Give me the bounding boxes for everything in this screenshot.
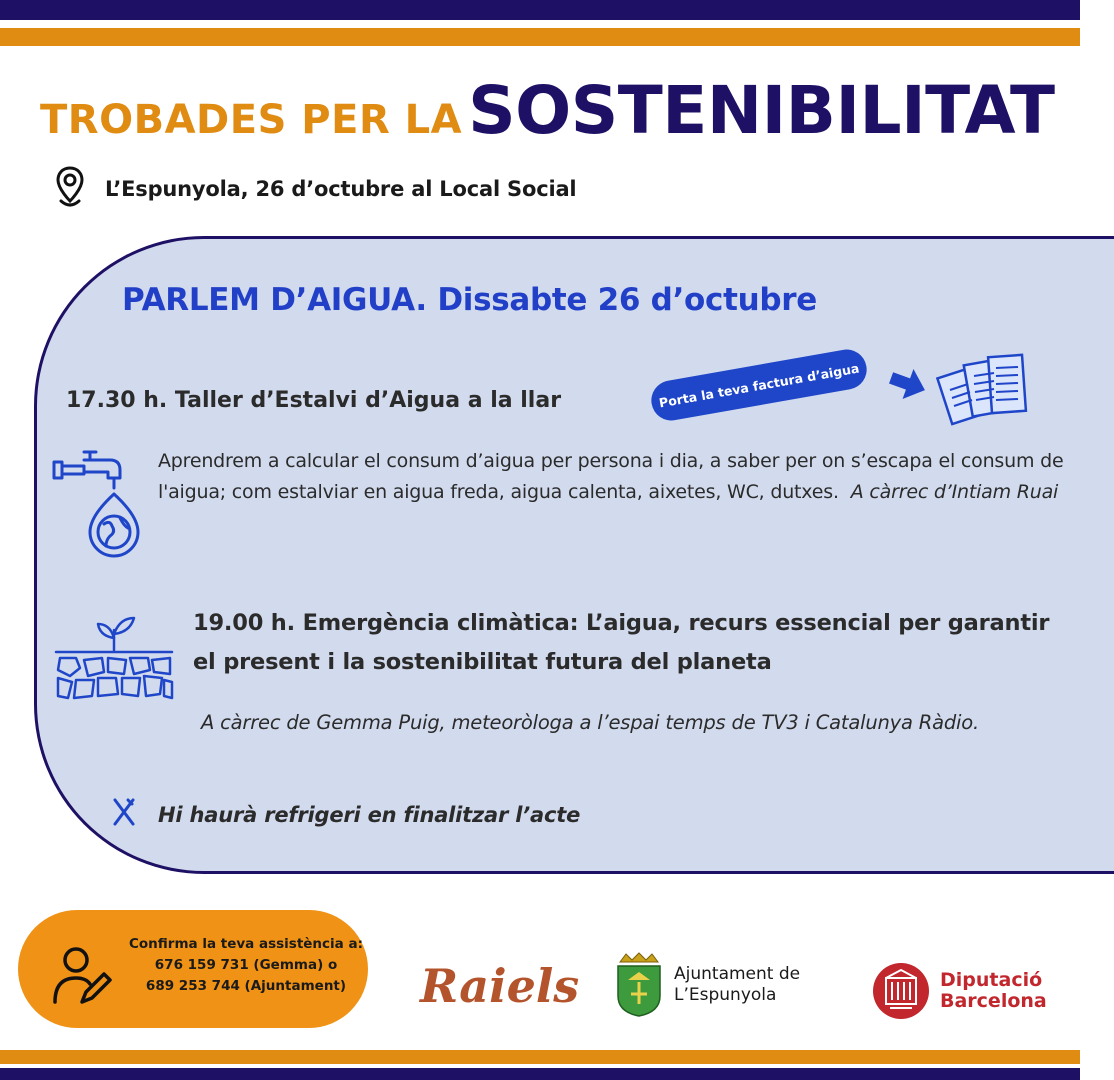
page-title: [40, 72, 1055, 149]
talk-heading: 19.00 h. Emergència climàtica: L’aigua, recurs essencial per garantir el present i la sostenibilitat futura del planeta: [193, 610, 1050, 675]
raiels-logo-text: Raiels: [420, 959, 580, 1013]
top-orange-band: [0, 28, 1080, 46]
ajuntament-logo: [614, 952, 800, 1018]
arrow-right-icon: [886, 364, 930, 408]
diputacio-logo: [872, 962, 1047, 1020]
raiels-logo: [416, 950, 580, 1024]
refreshment-text: Hi haurà refrigeri en finalitzar l’acte: [158, 802, 581, 827]
plant-dry-soil-icon: [54, 614, 174, 712]
bottom-navy-band: [0, 1068, 1080, 1080]
session-title: PARLEM D’AIGUA. Dissabte 26 d’octubre: [122, 282, 818, 318]
coat-of-arms-icon: [614, 952, 664, 1018]
top-navy-band: [0, 0, 1080, 20]
location-line: [55, 165, 576, 213]
diputacio-line-2: Barcelona: [940, 990, 1047, 1012]
bills-icon: [936, 350, 1032, 440]
talk-speaker: A càrrec de Gemma Puig, meteoròloga a l’espai temps de TV3 i Catalunya Ràdio.: [201, 711, 979, 734]
user-edit-icon: [52, 946, 114, 1010]
bottom-orange-band: [0, 1050, 1080, 1064]
confirm-line-2: 676 159 731 (Gemma) o: [154, 957, 338, 973]
diputacio-line-1: Diputació: [940, 969, 1043, 991]
confirm-line-3: 689 253 744 (Ajuntament): [145, 978, 347, 994]
water-tap-globe-icon: [50, 448, 140, 564]
ajuntament-line-1: Ajuntament de: [674, 964, 801, 984]
title-part-2: SOSTENIBILITAT: [468, 72, 1055, 149]
location-pin-icon: [55, 165, 85, 213]
title-part-1: TROBADES PER LA: [40, 97, 463, 143]
workshop-description: [158, 446, 1070, 508]
confirm-attendance-box: [18, 910, 368, 1028]
workshop-speaker: A càrrec d’Intiam Ruai: [850, 481, 1059, 503]
workshop-heading: 17.30 h. Taller d’Estalvi d’Aigua a la llar: [66, 388, 562, 413]
bring-bill-badge: Porta la teva factura d’aigua: [648, 346, 870, 423]
confirm-line-1: Confirma la teva assistència a:: [128, 936, 363, 952]
program-card: [34, 236, 1114, 874]
ajuntament-line-2: L’Espunyola: [674, 985, 777, 1005]
confirm-text: [128, 934, 364, 997]
diputacio-emblem-icon: [872, 962, 930, 1020]
diputacio-text: [940, 970, 1047, 1012]
workshop-description-text: Aprendrem a calcular el consum d’aigua per persona i dia, a saber per on s’escapa el consum de l'aigua; com estalviar en aigua freda, aigua calenta, aixetes, WC, dutxes.: [158, 450, 1064, 503]
refreshment-line: [112, 798, 580, 831]
ajuntament-text: [674, 964, 800, 1006]
location-text: L’Espunyola, 26 d’octubre al Local Social: [105, 177, 577, 201]
cutlery-icon: [112, 798, 136, 831]
